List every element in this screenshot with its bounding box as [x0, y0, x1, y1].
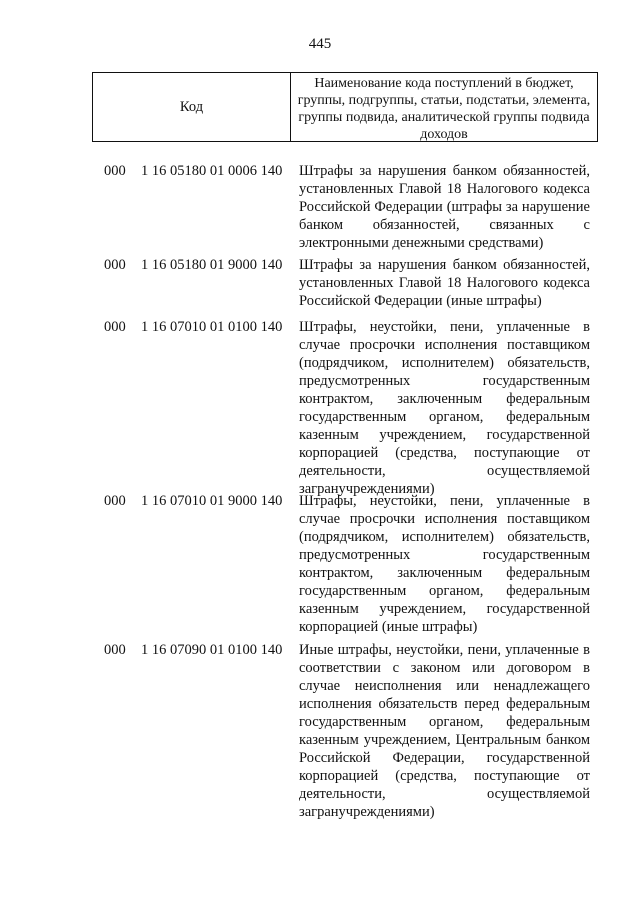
row-description: Штрафы, неустойки, пени, уплаченные в случае просрочки исполнения поставщиком (подрядчиком, исполнителем) обязательств, предусмотренных государственным контрактом, заключенным федеральным государственным органом, федеральным казенным учреждением, государственной корпорацией (иные штрафы): [299, 493, 590, 635]
row-code: 1 16 05180 01 9000 140: [141, 257, 283, 273]
row-code: 1 16 07090 01 0100 140: [141, 642, 283, 658]
row-description: Иные штрафы, неустойки, пени, уплаченные в соответствии с законом или договором в случае неисполнения или ненадлежащего исполнения обязательств перед федеральным государственным органом, федеральным казенным учреждением, Центральным банком Российской Федерации, государственной корпорацией (средства, поступающие от деятельности, осуществляемой загранучреждениями): [299, 642, 590, 820]
table-header: [92, 72, 598, 142]
row-prefix: 000: [104, 642, 126, 658]
row-description: Штрафы, неустойки, пени, уплаченные в случае просрочки исполнения поставщиком (подрядчиком, исполнителем) обязательств, предусмотренных государственным контрактом, заключенным федеральным государственным органом, федеральным казенным учреждением, государственной корпорацией (средства, поступающие от деятельности, осуществляемой загранучреждениями): [299, 319, 590, 497]
row-prefix: 000: [104, 493, 126, 509]
page-number: 445: [308, 36, 332, 52]
row-code: 1 16 07010 01 9000 140: [141, 493, 283, 509]
header-name-label: Наименование кода поступлений в бюджет, группы, подгруппы, статьи, подстатьи, элемента, группы подвида, аналитической группы подвида доходов: [297, 76, 591, 142]
row-code: 1 16 07010 01 0100 140: [141, 319, 283, 335]
row-prefix: 000: [104, 257, 126, 273]
row-code: 1 16 05180 01 0006 140: [141, 163, 283, 179]
row-prefix: 000: [104, 163, 126, 179]
header-code-label: Код: [93, 73, 291, 141]
row-description: Штрафы за нарушения банком обязанностей, установленных Главой 18 Налогового кодекса Российской Федерации (штрафы за нарушение банком обязанностей, связанных с электронными денежными средствами): [299, 163, 590, 251]
row-prefix: 000: [104, 319, 126, 335]
row-description: Штрафы за нарушения банком обязанностей, установленных Главой 18 Налогового кодекса Российской Федерации (иные штрафы): [299, 257, 590, 309]
